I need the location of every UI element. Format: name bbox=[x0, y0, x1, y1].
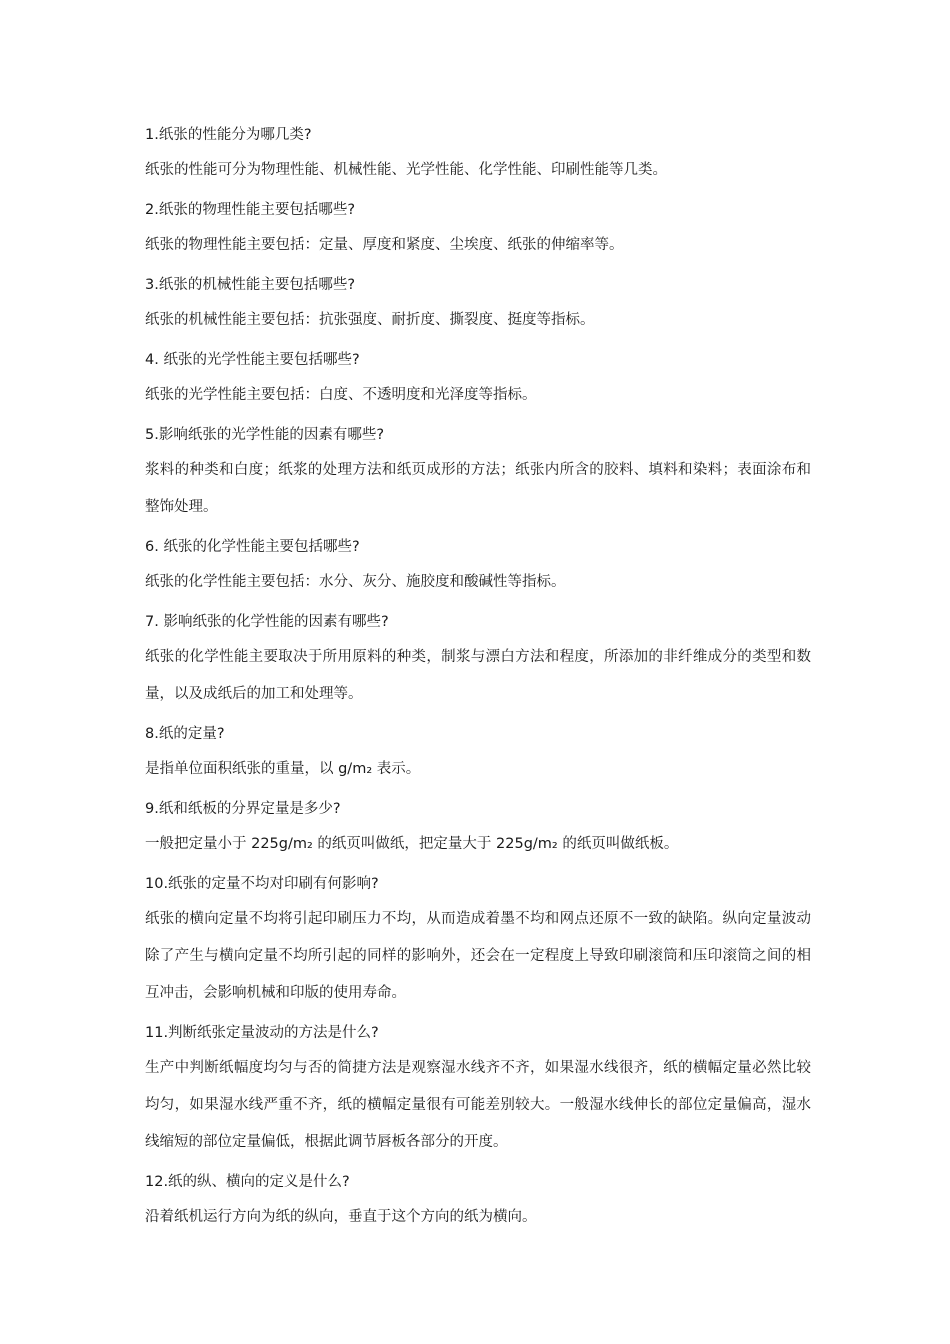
question-text: 4. 纸张的光学性能主要包括哪些? bbox=[145, 352, 360, 368]
qa-item bbox=[145, 343, 811, 414]
answer-text: 浆料的种类和白度；纸浆的处理方法和纸页成形的方法；纸张内所含的胶料、填料和染料；表面涂布和整饰处理。 bbox=[145, 462, 811, 515]
question-text: 12.纸的纵、横向的定义是什么? bbox=[145, 1174, 350, 1190]
qa-item bbox=[145, 530, 811, 601]
answer-text: 生产中判断纸幅度均匀与否的简捷方法是观察湿水线齐不齐，如果湿水线很齐，纸的横幅定量必然比较均匀，如果湿水线严重不齐，纸的横幅定量很有可能差别较大。一般湿水线伸长的部位定量偏高，湿水线缩短的部位定量偏低，根据此调节唇板各部分的开度。 bbox=[145, 1060, 811, 1150]
question-text: 3.纸张的机械性能主要包括哪些? bbox=[145, 277, 356, 293]
qa-item bbox=[145, 193, 811, 264]
qa-list bbox=[145, 118, 811, 1240]
qa-item bbox=[145, 268, 811, 339]
question-text: 11.判断纸张定量波动的方法是什么? bbox=[145, 1025, 379, 1041]
answer-text: 纸张的横向定量不均将引起印刷压力不均，从而造成着墨不均和网点还原不一致的缺陷。纵向定量波动除了产生与横向定量不均所引起的同样的影响外，还会在一定程度上导致印刷滚筒和压印滚筒之间的相互冲击，会影响机械和印版的使用寿命。 bbox=[145, 911, 811, 1001]
answer-text: 是指单位面积纸张的重量，以 g/m₂ 表示。 bbox=[145, 761, 421, 777]
answer-text: 一般把定量小于 225g/m₂ 的纸页叫做纸，把定量大于 225g/m₂ 的纸页叫做纸板。 bbox=[145, 836, 679, 852]
answer-text: 纸张的性能可分为物理性能、机械性能、光学性能、化学性能、印刷性能等几类。 bbox=[145, 162, 667, 178]
question-text: 8.纸的定量? bbox=[145, 726, 225, 742]
answer-text: 沿着纸机运行方向为纸的纵向，垂直于这个方向的纸为横向。 bbox=[145, 1209, 537, 1225]
answer-text: 纸张的化学性能主要包括：水分、灰分、施胶度和酸碱性等指标。 bbox=[145, 574, 566, 590]
qa-item bbox=[145, 1165, 811, 1236]
question-text: 6. 纸张的化学性能主要包括哪些? bbox=[145, 539, 360, 555]
question-text: 9.纸和纸板的分界定量是多少? bbox=[145, 801, 341, 817]
question-text: 2.纸张的物理性能主要包括哪些? bbox=[145, 202, 356, 218]
qa-item bbox=[145, 118, 811, 189]
answer-text: 纸张的机械性能主要包括：抗张强度、耐折度、撕裂度、挺度等指标。 bbox=[145, 312, 595, 328]
qa-item bbox=[145, 792, 811, 863]
question-text: 1.纸张的性能分为哪几类? bbox=[145, 127, 312, 143]
question-text: 7. 影响纸张的化学性能的因素有哪些? bbox=[145, 614, 389, 630]
qa-item bbox=[145, 605, 811, 713]
question-text: 10.纸张的定量不均对印刷有何影响? bbox=[145, 876, 379, 892]
answer-text: 纸张的物理性能主要包括：定量、厚度和紧度、尘埃度、纸张的伸缩率等。 bbox=[145, 237, 624, 253]
qa-item bbox=[145, 418, 811, 526]
qa-item bbox=[145, 717, 811, 788]
answer-text: 纸张的光学性能主要包括：白度、不透明度和光泽度等指标。 bbox=[145, 387, 537, 403]
answer-text: 纸张的化学性能主要取决于所用原料的种类，制浆与漂白方法和程度，所添加的非纤维成分的类型和数量，以及成纸后的加工和处理等。 bbox=[145, 649, 811, 702]
question-text: 5.影响纸张的光学性能的因素有哪些? bbox=[145, 427, 385, 443]
qa-item bbox=[145, 1016, 811, 1161]
qa-item bbox=[145, 867, 811, 1012]
